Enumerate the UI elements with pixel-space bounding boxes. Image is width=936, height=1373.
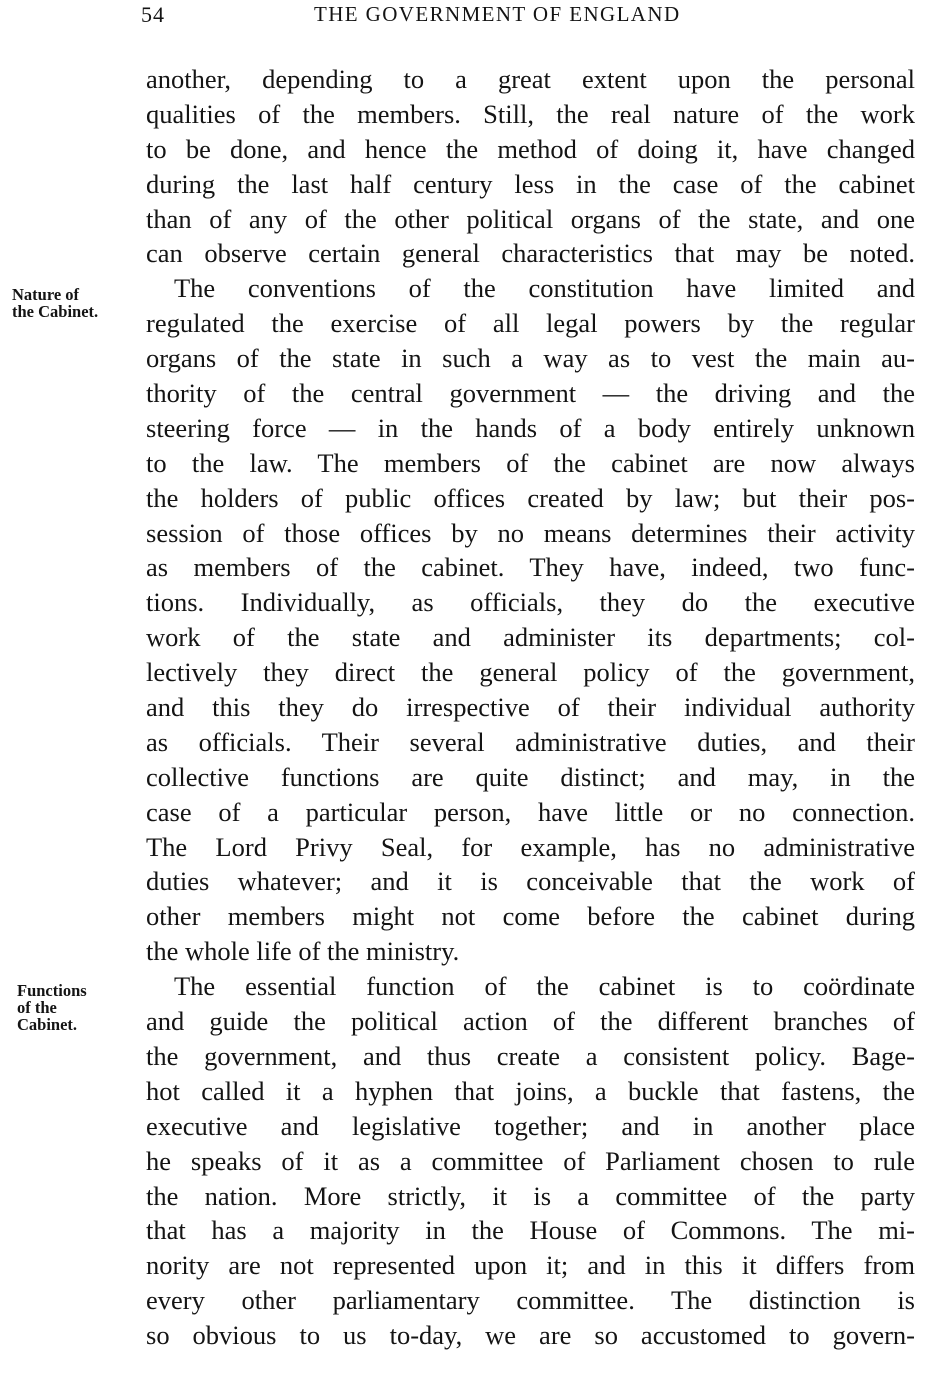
text-line: executive and legislative together; and in another place <box>146 1110 915 1141</box>
text-line: and this they do irrespective of their individual authority <box>146 692 915 723</box>
text-line: another, depending to a great extent upon the personal <box>146 64 915 94</box>
text-line: The conventions of the constitution have limited and <box>174 273 915 304</box>
sidenote-line: the Cabinet. <box>12 302 99 321</box>
text-line: the nation. More strictly, it is a committee of the party <box>146 1180 915 1211</box>
text-line: collective functions are quite distinct; and may, in the <box>146 761 915 792</box>
page-number: 54 <box>141 2 165 27</box>
text-line: duties whatever; and it is conceivable that the work of <box>146 866 915 897</box>
text-line: The essential function of the cabinet is to coördinate <box>174 971 915 1002</box>
page-header <box>0 0 936 30</box>
sidenote-line: Cabinet. <box>17 1015 78 1034</box>
text-line: and guide the political action of the different branches of <box>146 1006 915 1037</box>
sidenote-line: Functions <box>17 981 87 1000</box>
text-line: hot called it a hyphen that joins, a buckle that fastens, the <box>146 1075 915 1106</box>
text-line: the government, and thus create a consistent policy. Bage- <box>146 1040 915 1071</box>
text-line: as members of the cabinet. They have, indeed, two func- <box>146 552 915 583</box>
text-line: than of any of the other political organs of the state, and one <box>146 203 915 234</box>
sidenote-line: Nature of <box>12 285 80 304</box>
text-line: case of a particular person, have little or no connection. <box>146 796 915 827</box>
sidenote-nature-of-the-cabinet <box>12 286 98 320</box>
text-line: thority of the central government — the driving and the <box>146 378 915 409</box>
text-line: lectively they direct the general policy of the government, <box>146 657 915 688</box>
text-line: steering force — in the hands of a body entirely unknown <box>146 412 915 443</box>
running-head: THE GOVERNMENT OF ENGLAND <box>314 2 681 26</box>
text-line: other members might not come before the cabinet during <box>146 901 915 932</box>
text-line: qualities of the members. Still, the real nature of the work <box>146 98 915 129</box>
text-line: nority are not represented upon it; and in this it differs from <box>146 1250 915 1281</box>
text-line: to be done, and hence the method of doing it, have changed <box>146 133 915 164</box>
text-line: every other parliamentary committee. The distinction is <box>146 1285 915 1316</box>
body-text <box>146 62 915 1353</box>
text-line: organs of the state in such a way as to vest the main au- <box>146 343 915 374</box>
text-line: the holders of public offices created by law; but their pos- <box>146 482 915 513</box>
text-line: that has a majority in the House of Commons. The mi- <box>146 1215 915 1246</box>
text-line: can observe certain general characteristics that may be noted. <box>146 238 915 269</box>
text-line: to the law. The members of the cabinet are now always <box>146 447 915 478</box>
text-line: The Lord Privy Seal, for example, has no administrative <box>146 831 915 862</box>
text-line: during the last half century less in the case of the cabinet <box>146 168 915 199</box>
text-line: so obvious to us to-day, we are so accustomed to govern- <box>146 1320 915 1351</box>
text-line: he speaks of it as a committee of Parliament chosen to rule <box>146 1145 915 1176</box>
text-line: work of the state and administer its departments; col- <box>146 622 915 653</box>
text-line: tions. Individually, as officials, they do the executive <box>146 587 915 618</box>
sidenote-functions-of-the-cabinet <box>17 982 87 1033</box>
sidenote-line: of the <box>17 998 57 1017</box>
text-line: session of those offices by no means determines their activity <box>146 517 915 548</box>
text-line: the whole life of the ministry. <box>146 936 460 967</box>
text-line: as officials. Their several administrative duties, and their <box>146 726 915 757</box>
text-line: regulated the exercise of all legal powers by the regular <box>146 308 915 339</box>
